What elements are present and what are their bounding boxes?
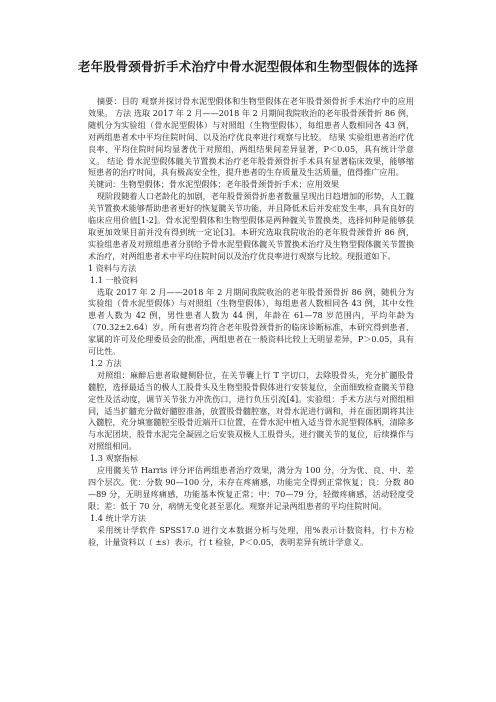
keywords: 关键词：生物型假体；骨水泥型假体；老年股骨颈骨折手术；应用效果	[88, 179, 339, 190]
abstract: 摘要：目的 观察并探讨骨水泥型假体和生物型假体在老年股骨颈骨折手术治疗中的应用效果。 方法 选取 2017 年 2 月——2018 年 2 月期间我院收治的老年股骨颈骨折 86 例，随机分为实验组（骨水泥型假体）与对照组（生物型假体），每组患者人数相同各 43 例，对两组患者术中平均住院时间、以及治疗优良率进行观察与比较。 结果 实验组患者治疗优良率、平均住院时间均显著优于对照组，两组结果间差异显著，P＜0.05，具有统计学意义。 结论 骨水泥型假体髋关节置换术治疗老年股骨颈骨折手术具有显著临床效果，能够缩短患者的治疗时间，具有极高安全性，提升患者的生存质量及生活质量，值得推广应用。	[88, 96, 414, 178]
paragraph-observation-index: 应用髋关节 Harris 评分评估两组患者治疗效果，满分为 100 分，分为优、良、中、差四个层次。优：分数 90—100 分，未存在疼痛感，功能完全得到正常恢复；良：分数 80—89 分，无明显疼痛感，功能基本恢复正常；中：70—79 分，轻微疼痛感，活动轻度受限；差：低于 70 分，病情无变化甚至恶化。观察并记录两组患者的平均住院时间。	[88, 465, 414, 511]
subsection-heading-1-1: 1.1 一般资料	[90, 274, 138, 285]
paragraph-statistics: 采用统计学软件 SPSS17.0 进行文本数据分析与处理，用%表示计数资料，行卡方检验，计量资料以（ ±s）表示，行 t 检验，P＜0.05，表明差异有统计学意义。	[88, 524, 414, 547]
paper-body	[88, 96, 414, 548]
section-heading-1: 1 资料与方法	[88, 262, 137, 273]
paragraph-methods: 对照组：麻醉后患者取健侧卧位，在关节囊上行 T 字切口，去除股骨头，充分扩髓股骨髓腔，选择最适当的极人工股骨头及生物型股骨假体进行安装复位，全面细致检查髋关节稳定性及活动度，调节关节张力冲洗伤口，进行负压引流[4]。实验组：手术方法与对照组相同，适当扩髓充分做好髓腔准备，放置股骨髓腔塞，对骨水泥进行调和，并在面团期将其注入髓腔，充分填塞髓腔至股骨近端开口位置，在骨水泥中植入适当骨水泥型假体柄，清除多与水泥团块，股骨水泥完全凝固之后安装双极人工股骨头，进行髋关节的复位，后续操作与对照组相同。	[88, 369, 414, 452]
subsection-heading-1-4: 1.4 统计学方法	[90, 512, 146, 523]
paragraph-general-data: 选取 2017 年 2 月——2018 年 2 月期间我院收治的老年股骨颈骨折 86 例，随机分为实验组（骨水泥型假体）与对照组（生物型假体），每组患者人数相同各 43 例，其中女性患者人数为 42 例，男性患者人数为 44 例，年龄在 61—78 岁范围内，平均年龄为（70.32±2.64）岁。所有患者均符合老年股骨颈骨折的临床诊断标准，本研究得到患者、家属的许可及伦理委员会的批准，两组患者在一般资料比较上无明显差异，P＞0.05，具有可比性。	[88, 286, 414, 357]
subsection-heading-1-2: 1.2 方法	[90, 357, 122, 368]
subsection-heading-1-3: 1.3 观察指标	[90, 453, 138, 464]
paper-title: 老年股骨颈骨折手术治疗中骨水泥型假体和生物型假体的选择	[78, 59, 418, 74]
introduction-paragraph: 现阶段随着人口老龄化的加剧，老年股骨颈骨折患者数量呈现出日趋增加的形势，人工髋关节置换术能够帮助患者更好的恢复髋关节功能，并且降低术后并发症发生率，具有良好的临床应用价值[1-2]。骨水泥型假体和生物型假体是两种髋关节置换类，选择何种是能够获取更加效果目前并没有得到统一定论[3]。本研究选取我院收治的老年股骨颈骨折 86 例，实验组患者及对照组患者分别给予骨水泥型假体髋关节置换术治疗及生物型假体髋关节置换术治疗，对两组患者术中平均住院时间以及治疗优良率进行观察与比较。现报道如下。	[88, 191, 414, 261]
